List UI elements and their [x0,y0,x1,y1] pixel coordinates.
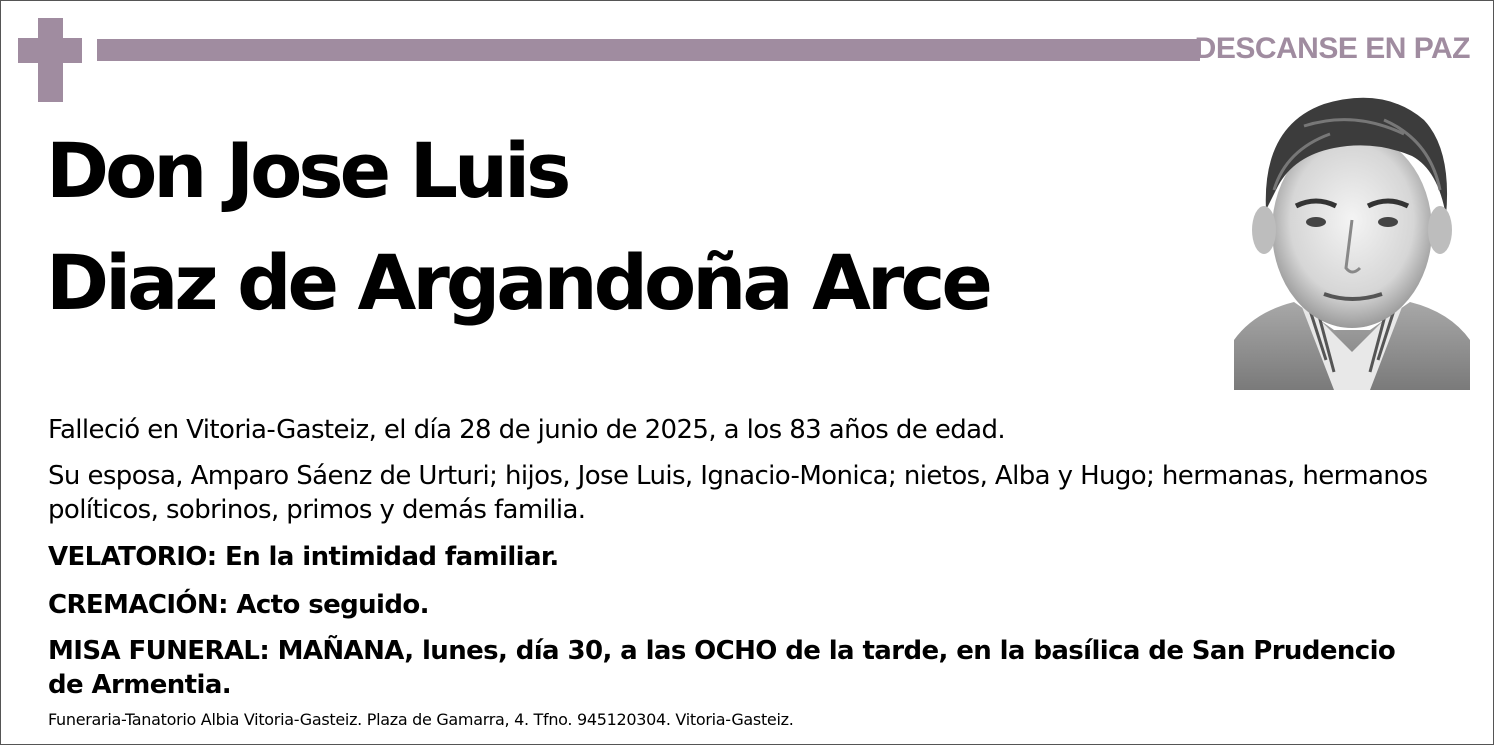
death-announcement: Falleció en Vitoria-Gasteiz, el día 28 de junio de 2025, a los 83 años de edad. [48,415,1006,445]
deceased-name-line-1: Don Jose Luis [46,126,568,215]
funeral-mass-info: MISA FUNERAL: MAÑANA, lunes, día 30, a las OCHO de la tarde, en la basílica de San Prudencio de Armentia. [48,636,1396,700]
header-label: DESCANSE EN PAZ [1194,32,1470,65]
deceased-name-line-2: Diaz de Argandoña Arce [46,238,989,327]
family-list: Su esposa, Amparo Sáenz de Urturi; hijos, Jose Luis, Ignacio-Monica; nietos, Alba y Hugo; hermanas, hermanos políticos, sobrinos, primos y demás familia. [48,461,1428,525]
header-band [97,39,1200,61]
cremacion-info: CREMACIÓN: Acto seguido. [48,590,429,620]
portrait-photo [1234,90,1470,390]
velatorio-info: VELATORIO: En la intimidad familiar. [48,542,559,572]
cross-icon-horizontal [18,38,82,63]
funeral-home-footer: Funeraria-Tanatorio Albia Vitoria-Gasteiz. Plaza de Gamarra, 4. Tfno. 945120304. Vitoria-Gasteiz. [48,710,794,729]
